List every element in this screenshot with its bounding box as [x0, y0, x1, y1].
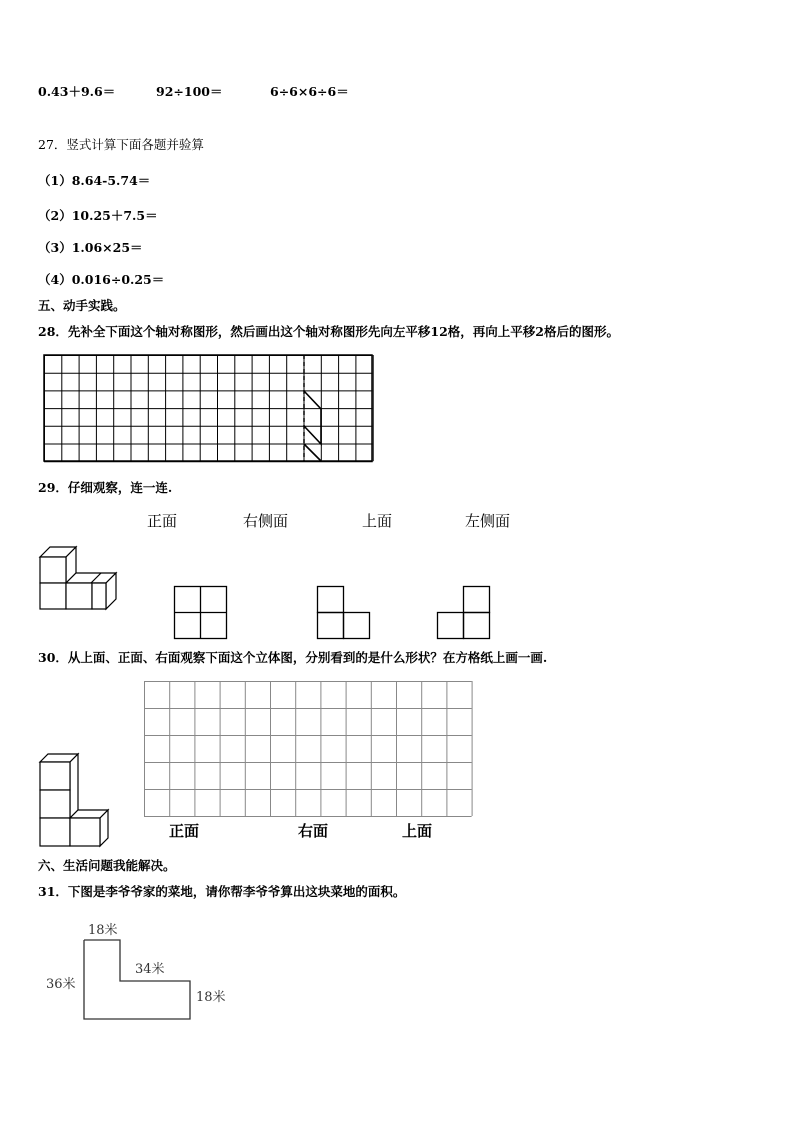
view-shape-l-left	[317, 586, 371, 640]
question-27-title: 27．竖式计算下面各题并验算	[38, 137, 204, 152]
q28-grid	[44, 355, 374, 463]
calc-item: 0.43＋9.6＝	[38, 84, 116, 99]
view-label-front: 正面	[147, 512, 178, 530]
dim-middle: 34米	[135, 962, 165, 977]
view-label-left-side: 左侧面	[465, 512, 511, 530]
calc-item: 92÷100＝	[156, 84, 223, 99]
cube-figure	[38, 543, 120, 609]
view-shape-square	[174, 586, 228, 640]
q27-item: （3）1.06×25＝	[38, 240, 143, 255]
q27-item: （2）10.25＋7.5＝	[38, 208, 158, 223]
calc-item: 6÷6×6÷6＝	[270, 84, 349, 99]
half-figure	[304, 391, 321, 444]
grid-label-right: 右面	[298, 822, 329, 840]
section-6-heading: 六、生活问题我能解决。	[38, 858, 176, 873]
question-29-title: 29．仔细观察，连一连.	[38, 480, 173, 495]
q27-item: （4）0.016÷0.25＝	[38, 272, 165, 287]
question-30-title: 30．从上面、正面、右面观察下面这个立体图，分别看到的是什么形状？在方格纸上画一画.	[38, 650, 548, 665]
section-5-heading: 五、动手实践。	[38, 298, 126, 313]
q30-grid-paper	[144, 681, 474, 819]
grid-label-top: 上面	[402, 822, 433, 840]
q27-item: （1）8.64-5.74＝	[38, 173, 151, 188]
dim-top: 18米	[88, 923, 118, 938]
view-label-top: 上面	[362, 512, 393, 530]
dim-right: 18米	[196, 990, 226, 1005]
stacked-cubes-figure	[40, 754, 110, 846]
question-31-title: 31．下图是李爷爷家的菜地，请你帮李爷爷算出这块菜地的面积。	[38, 884, 406, 899]
question-28-title: 28．先补全下面这个轴对称图形，然后画出这个轴对称图形先向左平移12格，再向上平移2格后的图形。	[38, 324, 619, 339]
view-label-right-side: 右侧面	[243, 512, 289, 530]
view-shape-l-right	[437, 586, 491, 640]
dim-left: 36米	[46, 977, 76, 992]
grid-label-front: 正面	[169, 822, 200, 840]
